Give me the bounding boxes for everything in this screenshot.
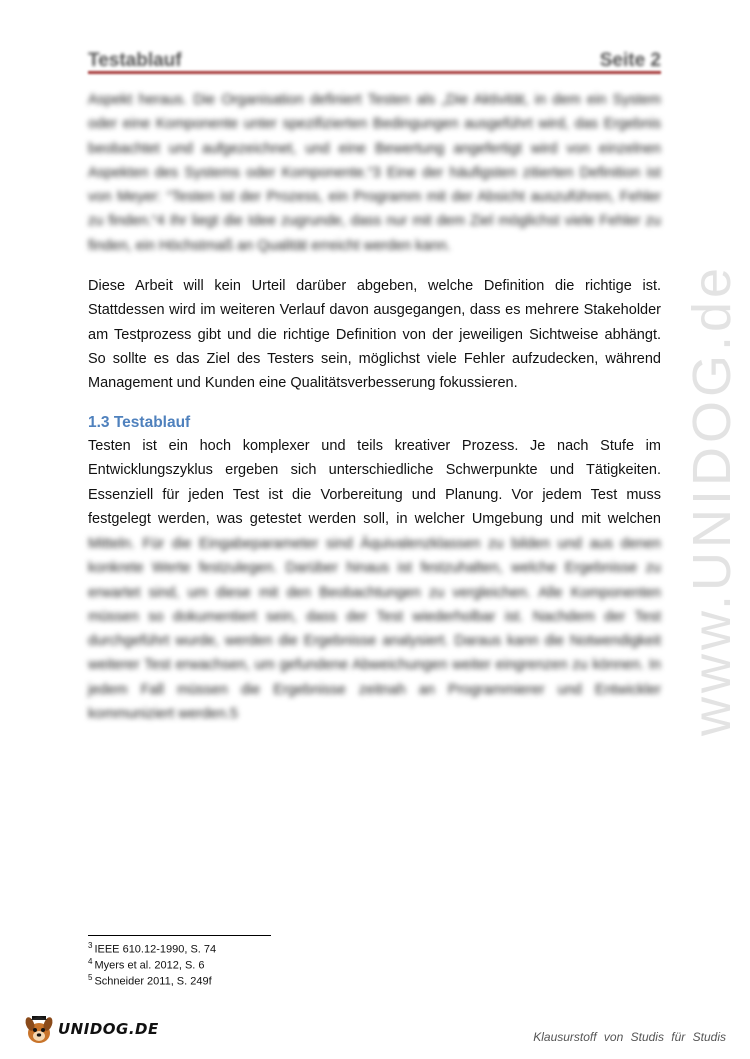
text-line: durchgeführt wurde, werden die Ergebnisse analysiert. Daraus kann die Notwendigkeit (88, 633, 661, 650)
footnote-text: Myers et al. 2012, S. 6 (94, 959, 205, 972)
section-heading: 1.3 Testablauf (88, 414, 191, 431)
text-line: Mitteln. Für die Eingabeparameter sind Äquivalenzklassen zu bilden und aus denen (88, 536, 661, 552)
footnote (88, 972, 216, 988)
unidog-logo[interactable] (22, 1010, 162, 1048)
text-line: festgelegt werden, was getestet werden soll, in welcher Umgebung und mit welchen (88, 510, 661, 527)
header-rule (88, 71, 661, 74)
footnote-text: IEEE 610.12-1990, S. 74 (94, 943, 217, 956)
text-line: Diese Arbeit will kein Urteil darüber abgeben, welche Definition die richtige ist. (88, 278, 661, 294)
page-header (88, 44, 661, 72)
text-line: So sollte es das Ziel des Testers sein, möglichst viele Fehler aufzudecken, während (88, 350, 661, 367)
text-line: von Meyer: “Testen ist der Prozess, ein Programm mit der Absicht auszuführen, Fehler (88, 189, 661, 206)
header-title: Testablauf (88, 50, 182, 71)
paragraph-top-blurred (88, 88, 661, 258)
text-line: Stattdessen wird im weiteren Verlauf davon ausgegangen, dass es mehrere Stakeholder (88, 302, 661, 319)
footnote-number: 5 (88, 973, 93, 983)
footnote (88, 940, 216, 956)
footnote-text: Schneider 2011, S. 249f (94, 975, 212, 988)
section-paragraph-blurred (88, 532, 661, 726)
text-line: müssen so dokumentiert sein, dass der Test wiederholbar ist. Nachdem der Test (88, 608, 661, 625)
text-line: Management und Kunden eine Qualitätsverbesserung fokussieren. (88, 375, 518, 392)
dog-mascot-icon (22, 1012, 56, 1046)
footer-tagline: Klausurstoff von Studis für Studis (533, 1030, 726, 1044)
text-line: Testen ist ein hoch komplexer und teils kreativer Prozess. Je nach Stufe im (88, 438, 661, 454)
text-line: finden, ein Höchstmaß an Qualität erreicht werden kann. (88, 237, 451, 254)
watermark: www.UNIDOG.de (682, 263, 742, 737)
text-line: am Testprozess gibt und die richtige Definition von der jeweiligen Sichtweise abhängt. (88, 326, 661, 343)
footnotes (88, 940, 216, 988)
text-line: erwartet sind, um diese mit den Beobachtungen zu vergleichen. Alle Komponenten (88, 584, 661, 601)
text-line: beobachtet und aufgezeichnet, und eine Bewertung angefertigt wird von einzelnen (88, 140, 661, 157)
footnote-rule (88, 935, 271, 936)
text-line: zu finden.“4 Ihr liegt die Idee zugrunde, dass nur mit dem Ziel möglichst viele Fehler zu (88, 213, 661, 230)
text-line: Entwicklungszyklus ergeben sich unterschiedliche Schwerpunkte und Tätigkeiten. (88, 462, 661, 479)
footnote (88, 956, 216, 972)
section-paragraph (88, 434, 661, 531)
text-line: Aspekten des Systems oder Komponente.“3 Eine der häufigsten zitierten Definition ist (88, 164, 661, 181)
text-line: konkrete Werte festzulegen. Darüber hinaus ist festzuhalten, welche Ergebnisse zu (88, 560, 661, 577)
text-line: jedem Fall müssen die Ergebnisse zeitnah an Programmierer und Entwickler (88, 681, 661, 698)
footnote-number: 3 (88, 941, 93, 950)
paragraph-main (88, 274, 661, 395)
text-line: oder eine Komponente unter spezifizierten Bedingungen ausgeführt wird, das Ergebnis (88, 116, 661, 133)
text-line: kommuniziert werden.5 (88, 706, 238, 723)
footnote-number: 4 (88, 957, 93, 967)
text-line: weiterer Test erwachsen, um gefundene Abweichungen weiter eingrenzen zu können. In (88, 657, 661, 674)
text-line: Aspekt heraus. Die Organisation definiert Testen als „Die Aktivität, in dem ein System (88, 92, 661, 108)
logo-text: UNIDOG.DE (58, 1020, 159, 1038)
header-page-number: Seite 2 (599, 50, 661, 71)
text-line: Essenziell für jeden Test ist die Vorbereitung und Planung. Vor jedem Test muss (88, 486, 661, 503)
